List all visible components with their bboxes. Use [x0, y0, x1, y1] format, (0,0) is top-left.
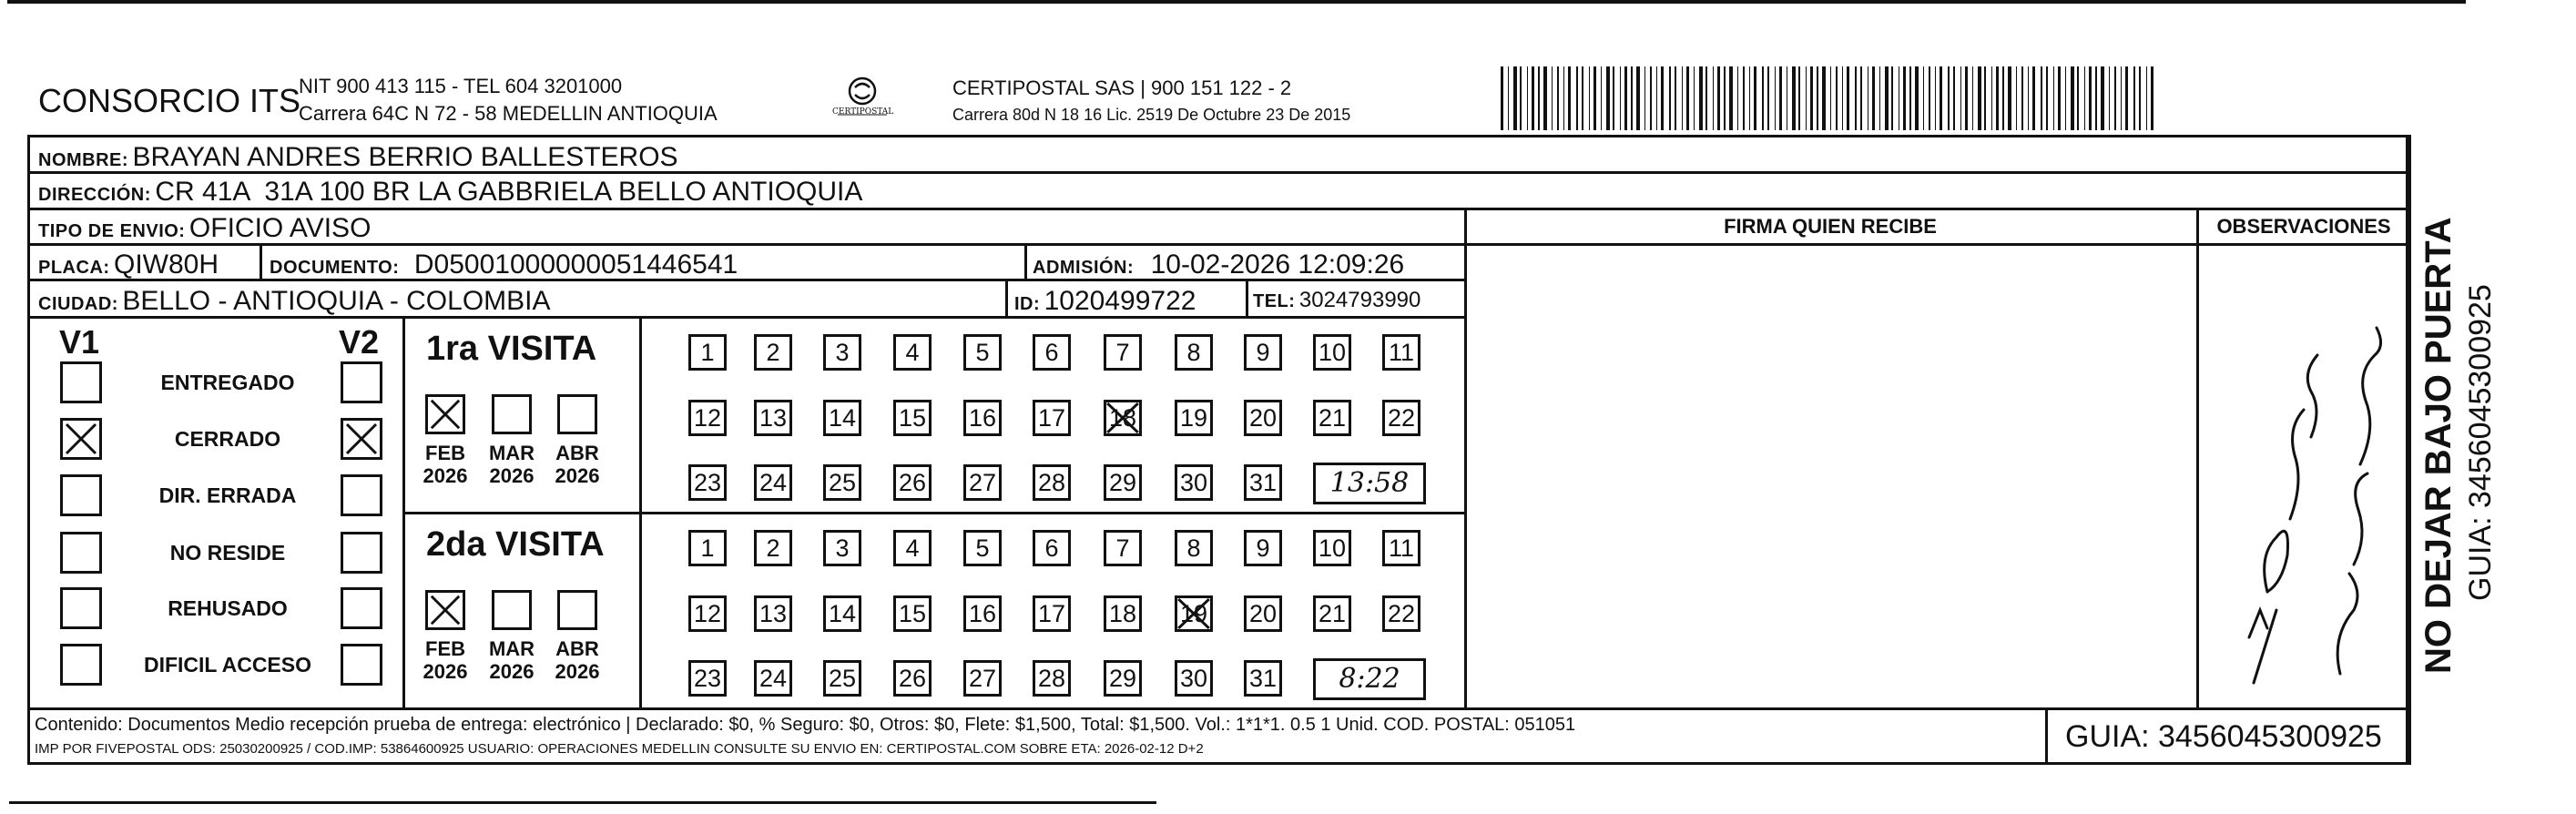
company-line1: NIT 900 413 115 - TEL 604 3201000: [299, 75, 623, 97]
day-box[interactable]: 1: [688, 530, 727, 566]
day-box[interactable]: 5: [963, 530, 1002, 566]
day-box[interactable]: 24: [754, 464, 792, 501]
status-v2-checkbox[interactable]: [341, 418, 382, 460]
month-year: 2026: [489, 660, 535, 684]
day-box[interactable]: 1: [688, 334, 727, 371]
logo-text: CERTIPOSTAL: [832, 107, 894, 117]
month-label: [418, 442, 473, 488]
day-box[interactable]: 17: [1033, 595, 1071, 632]
month-year: 2026: [555, 660, 600, 684]
barcode: [1501, 66, 2158, 130]
day-box[interactable]: 30: [1175, 464, 1213, 501]
documento-value: D05001000000051446541: [413, 249, 738, 280]
day-box[interactable]: 26: [893, 464, 932, 501]
status-label: CERRADO: [174, 427, 281, 451]
status-label: ENTREGADO: [160, 371, 295, 394]
day-box[interactable]: 15: [893, 595, 932, 632]
day-box[interactable]: 23: [688, 660, 727, 697]
v1-label: V1: [59, 323, 100, 361]
day-box[interactable]: 4: [893, 334, 932, 371]
status-label: DIFICIL ACCESO: [143, 653, 311, 677]
month-label: [550, 442, 605, 488]
tipo-label: TIPO DE ENVIO:: [38, 221, 186, 241]
col-line: [1005, 279, 1008, 316]
month-label: [550, 637, 605, 684]
status-v1-checkbox[interactable]: [60, 532, 102, 574]
handwritten-time: 8:22: [1339, 663, 1400, 695]
certi-line2: Carrera 80d N 18 16 Lic. 2519 De Octubre 23 De 2015: [952, 106, 1351, 124]
day-box[interactable]: 19: [1175, 400, 1213, 436]
nombre-row: [38, 144, 678, 171]
admision-row: [1033, 251, 1404, 279]
day-box[interactable]: 22: [1382, 595, 1420, 632]
month-label: [484, 442, 539, 488]
row-line: [27, 316, 1466, 319]
day-box[interactable]: 29: [1104, 660, 1142, 697]
month-name: ABR: [555, 637, 599, 660]
day-box[interactable]: 12: [688, 595, 727, 632]
day-box[interactable]: 6: [1033, 530, 1071, 566]
col-line: [2408, 135, 2411, 765]
day-box[interactable]: 5: [963, 334, 1002, 371]
col-line: [1464, 208, 1467, 707]
day-box[interactable]: 8: [1175, 530, 1213, 566]
day-box[interactable]: 18: [1104, 595, 1142, 632]
day-box[interactable]: 18: [1104, 400, 1142, 436]
day-box[interactable]: 22: [1382, 400, 1420, 436]
documento-label: DOCUMENTO:: [270, 258, 400, 278]
month-checkbox[interactable]: [557, 394, 597, 434]
tipo-value: OFICIO AVISO: [188, 213, 372, 243]
id-value: 1020499722: [1044, 286, 1196, 316]
tel-row: [1253, 290, 1420, 311]
day-box[interactable]: 28: [1033, 464, 1071, 501]
footer-line: [27, 707, 2408, 710]
day-cross-mark: [1175, 595, 1213, 632]
id-row: [1014, 288, 1196, 315]
tel-label: TEL:: [1253, 291, 1296, 311]
month-year: 2026: [423, 464, 468, 488]
day-box[interactable]: 3: [823, 530, 861, 566]
day-box[interactable]: 17: [1033, 400, 1071, 436]
day-box[interactable]: 21: [1313, 400, 1351, 436]
placa-label: PLACA:: [38, 258, 110, 278]
admision-value: 10-02-2026 12:09:26: [1150, 249, 1405, 280]
guia-vertical: GUIA: 3456045300925: [2463, 284, 2498, 601]
status-v2-checkbox[interactable]: [341, 532, 382, 574]
footer-imp: IMP POR FIVEPOSTAL ODS: 25030200925 / COD.IMP: 53864600925 USUARIO: OPERACIONES MEDELLIN CONSULTE SU ENVIO EN: CERTIPOSTAL.COM SOBRE ETA: 2026-02-12 D+2: [35, 741, 1204, 757]
handwritten-time: 13:58: [1329, 467, 1410, 499]
day-box[interactable]: 13: [754, 595, 792, 632]
day-box[interactable]: 26: [893, 660, 932, 697]
day-box[interactable]: 23: [688, 464, 727, 501]
month-name: FEB: [425, 442, 465, 464]
day-box[interactable]: 31: [1244, 464, 1282, 501]
day-box[interactable]: 21: [1313, 595, 1351, 632]
month-label: [418, 637, 473, 684]
row-line: [402, 512, 1464, 514]
day-box[interactable]: 12: [688, 400, 727, 436]
day-box[interactable]: 2: [754, 530, 792, 566]
day-box[interactable]: 9: [1244, 530, 1282, 566]
day-box[interactable]: 6: [1033, 334, 1071, 371]
status-v1-checkbox[interactable]: [60, 474, 102, 516]
direccion-label: DIRECCIÓN:: [38, 185, 151, 205]
day-box[interactable]: 20: [1244, 595, 1282, 632]
month-checkbox[interactable]: [492, 590, 532, 630]
day-box[interactable]: 10: [1313, 530, 1351, 566]
day-box[interactable]: 11: [1382, 530, 1420, 566]
id-label: ID:: [1014, 294, 1041, 314]
status-v1-checkbox[interactable]: [60, 361, 102, 403]
visit-title: 2da VISITA: [426, 525, 605, 564]
status-label: REHUSADO: [168, 596, 288, 620]
no-dejar-label: NO DEJAR BAJO PUERTA: [2418, 217, 2459, 674]
day-box[interactable]: 13: [754, 400, 792, 436]
status-v2-checkbox[interactable]: [341, 361, 382, 403]
day-box[interactable]: 7: [1104, 334, 1142, 371]
v2-label: V2: [339, 323, 380, 361]
status-v2-checkbox[interactable]: [341, 474, 382, 516]
day-box[interactable]: 9: [1244, 334, 1282, 371]
day-box[interactable]: 14: [823, 400, 861, 436]
status-v1-checkbox[interactable]: [60, 418, 102, 460]
month-name: ABR: [555, 442, 599, 464]
day-box[interactable]: 28: [1033, 660, 1071, 697]
day-box[interactable]: 30: [1175, 660, 1213, 697]
day-cross-mark: [1104, 400, 1142, 436]
day-box[interactable]: 29: [1104, 464, 1142, 501]
observaciones-handwriting: [2204, 246, 2406, 706]
col-line: [1024, 243, 1027, 280]
ciudad-label: CIUDAD:: [38, 294, 118, 314]
documento-row: [270, 251, 738, 279]
certi-line1: CERTIPOSTAL SAS | 900 151 122 - 2: [952, 76, 1292, 99]
day-box[interactable]: 2: [754, 334, 792, 371]
col-line: [2045, 707, 2048, 765]
day-box[interactable]: 7: [1104, 530, 1142, 566]
day-box[interactable]: 14: [823, 595, 861, 632]
footer-contenido: Contenido: Documentos Medio recepción prueba de entrega: electrónico | Declarado: $0, % Seguro: $0, Otros: $0, Flete: $1,500, Total: $1,500. Vol.: 1*1*1. 0.5 1 Unid. COD. POSTAL: 051051: [35, 715, 1576, 735]
scan-top-line: [7, 0, 2466, 4]
month-checkbox[interactable]: [492, 394, 532, 434]
day-box[interactable]: 8: [1175, 334, 1213, 371]
status-v2-checkbox[interactable]: [341, 644, 382, 686]
direccion-value: CR 41A 31A 100 BR LA GABBRIELA BELLO ANTIOQUIA: [155, 177, 863, 207]
time-box[interactable]: [1313, 658, 1426, 700]
day-box[interactable]: 25: [823, 660, 861, 697]
month-checkbox[interactable]: [425, 394, 465, 434]
company-line2: Carrera 64C N 72 - 58 MEDELLIN ANTIOQUIA: [299, 102, 718, 125]
month-year: 2026: [555, 464, 600, 488]
day-box[interactable]: 27: [963, 464, 1002, 501]
month-name: FEB: [425, 637, 465, 660]
observaciones-label: OBSERVACIONES: [2216, 215, 2391, 238]
tipo-row: [38, 215, 371, 242]
month-label: [484, 637, 539, 684]
day-box[interactable]: 3: [823, 334, 861, 371]
month-checkbox[interactable]: [425, 590, 465, 630]
visit-title: 1ra VISITA: [426, 330, 597, 368]
day-box[interactable]: 11: [1382, 334, 1420, 371]
status-v2-checkbox[interactable]: [341, 587, 382, 629]
nombre-value: BRAYAN ANDRES BERRIO BALLESTEROS: [132, 142, 678, 172]
ciudad-value: BELLO - ANTIOQUIA - COLOMBIA: [122, 286, 551, 316]
ciudad-row: [38, 288, 551, 315]
day-box[interactable]: 16: [963, 400, 1002, 436]
status-label: DIR. ERRADA: [158, 483, 297, 507]
month-checkbox[interactable]: [557, 590, 597, 630]
day-box[interactable]: 10: [1313, 334, 1351, 371]
placa-row: [38, 251, 219, 279]
certipostal-logo: [830, 75, 894, 126]
nombre-label: NOMBRE:: [38, 150, 129, 170]
tel-value: 3024793990: [1298, 288, 1421, 312]
day-box[interactable]: 27: [963, 660, 1002, 697]
time-box[interactable]: [1313, 463, 1426, 504]
day-box[interactable]: 24: [754, 660, 792, 697]
day-box[interactable]: 20: [1244, 400, 1282, 436]
direccion-row: [38, 178, 862, 206]
footer-guia: GUIA: 3456045300925: [2065, 719, 2382, 754]
month-name: MAR: [488, 637, 535, 660]
day-box[interactable]: 31: [1244, 660, 1282, 697]
day-box[interactable]: 15: [893, 400, 932, 436]
row-line: [27, 208, 2408, 210]
month-year: 2026: [489, 464, 535, 488]
status-label: NO RESIDE: [169, 541, 286, 565]
status-v1-checkbox[interactable]: [60, 644, 102, 686]
col-line: [2196, 208, 2199, 707]
day-box[interactable]: 16: [963, 595, 1002, 632]
firma-label: FIRMA QUIEN RECIBE: [1724, 215, 1937, 238]
month-year: 2026: [423, 660, 468, 684]
admision-label: ADMISIÓN:: [1033, 258, 1135, 278]
placa-value: QIW80H: [114, 249, 219, 280]
col-line: [260, 243, 262, 280]
col-line: [1246, 279, 1248, 316]
day-box[interactable]: 25: [823, 464, 861, 501]
scan-bottom-line: [9, 801, 1156, 804]
month-name: MAR: [488, 442, 535, 464]
day-box[interactable]: 4: [893, 530, 932, 566]
status-v1-checkbox[interactable]: [60, 587, 102, 629]
day-box[interactable]: 19: [1175, 595, 1213, 632]
company-name: CONSORCIO ITS: [38, 82, 301, 119]
